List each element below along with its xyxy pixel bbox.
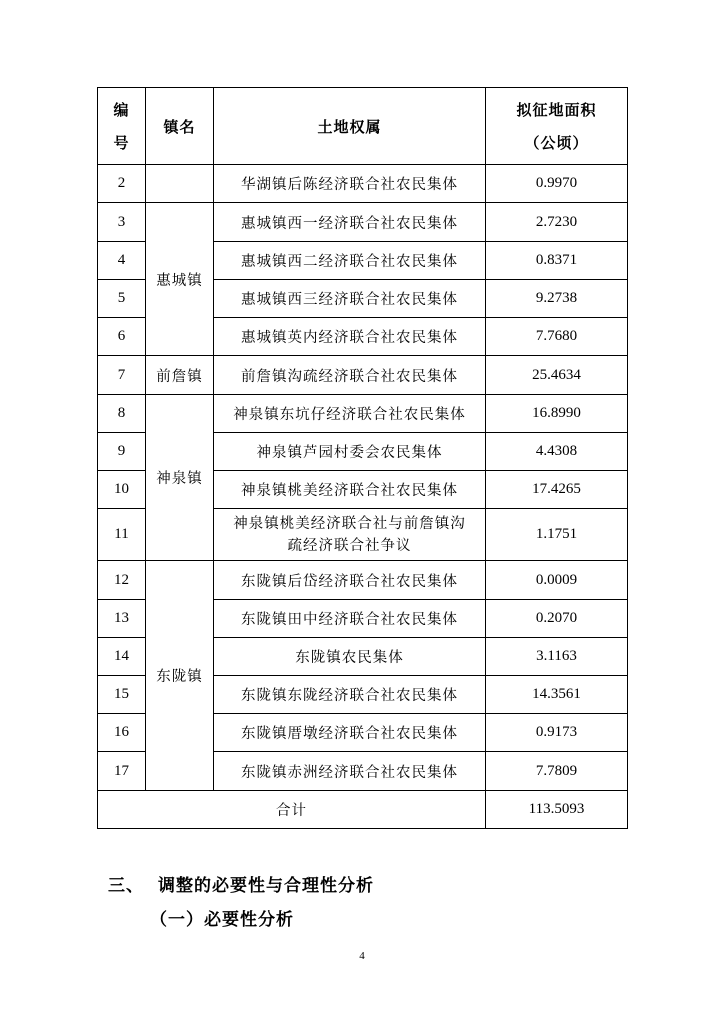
total-value: 113.5093 xyxy=(486,791,628,829)
area-cell: 7.7680 xyxy=(486,318,628,356)
table-row xyxy=(98,395,628,433)
row-number: 2 xyxy=(98,165,146,203)
row-number: 7 xyxy=(98,356,146,395)
owner-cell: 惠城镇西二经济联合社农民集体 xyxy=(214,242,486,280)
row-number: 15 xyxy=(98,676,146,714)
owner-cell: 华湖镇后陈经济联合社农民集体 xyxy=(214,165,486,203)
header-number-line2: 号 xyxy=(113,134,130,152)
header-area-line2: （公顷） xyxy=(524,134,589,152)
header-number xyxy=(98,88,146,165)
total-label: 合计 xyxy=(98,791,486,829)
owner-cell: 东陇镇厝墩经济联合社农民集体 xyxy=(214,714,486,752)
row-number: 17 xyxy=(98,752,146,791)
header-number-line1: 编 xyxy=(113,101,130,119)
area-cell: 17.4265 xyxy=(486,471,628,509)
area-cell: 0.2070 xyxy=(486,600,628,638)
row-number: 11 xyxy=(98,509,146,561)
row-number: 13 xyxy=(98,600,146,638)
town-cell: 神泉镇 xyxy=(146,395,214,561)
owner-cell xyxy=(214,509,486,561)
area-cell: 7.7809 xyxy=(486,752,628,791)
area-cell: 4.4308 xyxy=(486,433,628,471)
table-header-row xyxy=(98,88,628,165)
town-cell: 前詹镇 xyxy=(146,356,214,395)
owner-cell: 神泉镇桃美经济联合社农民集体 xyxy=(214,471,486,509)
row-number: 12 xyxy=(98,561,146,600)
row-number: 3 xyxy=(98,203,146,242)
subsection-title: （一）必要性分析 xyxy=(150,910,294,930)
section-title: 调整的必要性与合理性分析 xyxy=(158,876,374,896)
header-area-line1: 拟征地面积 xyxy=(516,101,597,119)
table-row xyxy=(98,165,628,203)
owner-cell: 前詹镇沟疏经济联合社农民集体 xyxy=(214,356,486,395)
town-cell: 惠城镇 xyxy=(146,203,214,356)
area-cell: 0.8371 xyxy=(486,242,628,280)
area-cell: 0.0009 xyxy=(486,561,628,600)
row-number: 9 xyxy=(98,433,146,471)
area-cell: 9.2738 xyxy=(486,280,628,318)
owner-line2: 疏经济联合社争议 xyxy=(287,537,412,554)
table-row xyxy=(98,203,628,242)
owner-cell: 惠城镇西一经济联合社农民集体 xyxy=(214,203,486,242)
area-cell: 25.4634 xyxy=(486,356,628,395)
header-town: 镇名 xyxy=(146,88,214,165)
owner-cell: 东陇镇后岱经济联合社农民集体 xyxy=(214,561,486,600)
row-number: 8 xyxy=(98,395,146,433)
town-cell-empty xyxy=(146,165,214,203)
owner-cell: 东陇镇田中经济联合社农民集体 xyxy=(214,600,486,638)
row-number: 14 xyxy=(98,638,146,676)
header-area xyxy=(486,88,628,165)
row-number: 10 xyxy=(98,471,146,509)
area-cell: 3.1163 xyxy=(486,638,628,676)
row-number: 16 xyxy=(98,714,146,752)
table-row xyxy=(98,356,628,395)
owner-cell: 东陇镇赤洲经济联合社农民集体 xyxy=(214,752,486,791)
land-acquisition-table xyxy=(97,87,628,829)
page-number: 4 xyxy=(359,950,365,962)
owner-cell: 惠城镇英内经济联合社农民集体 xyxy=(214,318,486,356)
area-cell: 2.7230 xyxy=(486,203,628,242)
row-number: 4 xyxy=(98,242,146,280)
owner-cell: 东陇镇东陇经济联合社农民集体 xyxy=(214,676,486,714)
area-cell: 0.9173 xyxy=(486,714,628,752)
owner-cell: 神泉镇芦园村委会农民集体 xyxy=(214,433,486,471)
row-number: 6 xyxy=(98,318,146,356)
area-cell: 0.9970 xyxy=(486,165,628,203)
town-cell: 东陇镇 xyxy=(146,561,214,791)
header-owner: 土地权属 xyxy=(214,88,486,165)
section-number: 三、 xyxy=(108,876,144,896)
owner-cell: 惠城镇西三经济联合社农民集体 xyxy=(214,280,486,318)
owner-cell: 神泉镇东坑仔经济联合社农民集体 xyxy=(214,395,486,433)
row-number: 5 xyxy=(98,280,146,318)
table-total-row xyxy=(98,791,628,829)
owner-cell: 东陇镇农民集体 xyxy=(214,638,486,676)
area-cell: 1.1751 xyxy=(486,509,628,561)
area-cell: 16.8990 xyxy=(486,395,628,433)
table-row xyxy=(98,561,628,600)
owner-line1: 神泉镇桃美经济联合社与前詹镇沟 xyxy=(233,515,466,532)
area-cell: 14.3561 xyxy=(486,676,628,714)
